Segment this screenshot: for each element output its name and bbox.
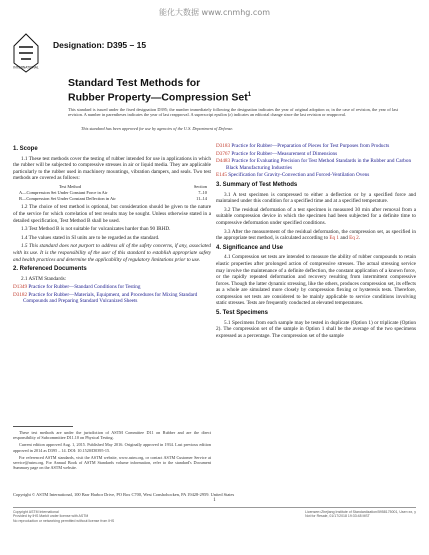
issued-note: This standard is issued under the fixed designation D395; the number immediately following the designation indicates the year of original adoption or, in the case of revision, the year of last revision. A number in parentheses indicates the year of last reapproval. A superscript epsilon (ε) indicates an editorial change since the last revision or reapproval. <box>68 107 398 118</box>
paragraph-3-1: 3.1 A test specimen is compressed to either a deflection or by a specified force and maintained under this condition for a specified time and at a specified temperature. <box>216 191 416 205</box>
paragraph-5-1: 5.1 Specimens from each sample may be tested in duplicate (Option 1) or triplicate (Option 2). The compression set of the sample in Option 1 shall be the average of the two specimens expressed as a percentage. The compression set of the sample <box>216 319 416 339</box>
footnote-1: These test methods are under the jurisdiction of ASTM Committee D11 on Rubber and are the direct responsibility of Subcommittee D11.10 on Physical Testing. <box>13 430 211 441</box>
reference-item[interactable]: D1349 Practice for Rubber—Standard Conditions for Testing <box>13 284 141 291</box>
reference-item[interactable]: E145 Specification for Gravity-Convection and Forced-Ventilation Ovens <box>216 172 370 179</box>
designation: Designation: D395 – 15 <box>53 40 147 50</box>
footnote-1b: Current edition approved Aug. 1, 2015. Published May 2016. Originally approved in 1934. Last previous edition approved in 2014 as D395 – 14. DOI: 10.1520/D0395-15. <box>13 442 211 453</box>
right-column <box>216 143 416 341</box>
title-line-1: Standard Test Methods for <box>68 77 201 89</box>
paragraph-2-1: 2.1 ASTM Standards: <box>21 275 67 282</box>
copyright-line: Copyright © ASTM International, 100 Barr Harbor Drive, PO Box C700, West Conshohocken, PA 19428-2959. United States <box>13 492 235 497</box>
eq-2-link[interactable]: Eq 2 <box>349 235 359 242</box>
paragraph-1-2: 1.2 The choice of test method is optional, but consideration should be given to the nature of the service for which correlation of test results may be sought. Unless otherwise stated in a detailed specification, Test Method B shall be used. <box>13 204 211 224</box>
reference-item[interactable]: D3183 Practice for Rubber—Preparation of Pieces for Test Purposes from Products <box>216 143 390 149</box>
footer-right: Licensee=Zhejiang Institute of Standardization/5958175001, User=xx, y Not for Resale, 01/17/2018 19:33:48 MST <box>305 510 416 519</box>
footnote-rule <box>13 426 73 427</box>
section-heading-scope: 1. Scope <box>13 146 38 152</box>
table-row: B—Compression Set Under Constant Deflection in Air 11–14 <box>19 195 207 201</box>
svg-text:INTERNATIONAL: INTERNATIONAL <box>13 65 39 70</box>
section-heading-specimens: 5. Test Specimens <box>216 310 268 317</box>
paragraph-3-2: 3.2 The residual deformation of a test specimen is measured 30 min after removal from a suitable compression device in which the specimen had been subjected for a definite time to compressive deformation under specified conditions. <box>216 206 416 226</box>
table-row: A—Compression Set Under Constant Force in Air 7–10 <box>19 189 207 195</box>
page-number: 1 <box>213 498 216 503</box>
title-line-2: Rubber Property—Compression Set$^1$ <box>68 91 252 104</box>
paragraph-1-1: 1.1 These test methods cover the testing of rubber intended for use in applications in which the rubber will be subjected to compressive stresses in air or liquid media. They are applicable particularly to the rubber used in machinery mountings, vibration dampers, and seals. Two test methods are covered as follows: <box>13 155 211 182</box>
reference-item[interactable]: D3182 Practice for Rubber—Materials, Equipment, and Procedures for Mixing Standard Compounds and Preparing Standard Vulcanized Sheets <box>13 291 198 305</box>
section-heading-summary: 3. Summary of Test Methods <box>216 181 298 188</box>
astm-logo-icon <box>13 33 39 73</box>
left-column <box>13 143 211 306</box>
license-footer <box>13 507 416 523</box>
table-header-row: Test Method Section <box>59 183 207 189</box>
test-method-table <box>19 184 207 201</box>
footnotes <box>13 426 211 472</box>
reference-item[interactable]: D4483 Practice for Evaluating Precision for Test Method Standards in the Rubber and Carbon Black Manufacturing Industries <box>216 158 412 171</box>
document-title <box>68 77 398 104</box>
reference-item[interactable]: D3767 Practice for Rubber—Measurement of Dimensions <box>216 150 338 157</box>
footnote-2: For referenced ASTM standards, visit the ASTM website, www.astm.org, or contact ASTM Customer Service at service@astm.org. For Annual Book of ASTM Standards volume information, refer to the standard's Document Summary page on the ASTM website. <box>13 454 211 471</box>
paragraph-3-3: 3.3 After the measurement of the residual deformation, the compression set, as specified in the appropriate test method, is calculated according to Eq 1 and Eq 2. <box>216 228 416 242</box>
paragraph-1-3: 1.3 Test Method B is not suitable for vulcanizates harder than 90 IRHD. <box>21 226 171 233</box>
paragraph-1-4: 1.4 The values stated in SI units are to be regarded as the standard. <box>21 234 160 241</box>
watermark-text: 能化大数据 www.cnmhg.com <box>158 8 271 17</box>
eq-1-link[interactable]: Eq 1 <box>329 235 340 242</box>
section-heading-significance: 4. Significance and Use <box>216 244 284 251</box>
paragraph-1-5: 1.5 This standard does not purport to address all of the safety concerns, if any, associated with its use. It is the responsibility of the user of this standard to establish appropriate safety and health practices and determine the applicability of regulatory limitations prior to use. <box>13 243 211 263</box>
paragraph-4-1: 4.1 Compression set tests are intended to measure the ability of rubber compounds to retain elastic properties after prolonged action of compressive stresses. The actual stressing service may involve the maintenance of a definite deflection, the constant application of a known force, or the rapidly repeated deformation and recovery resulting from intermittent compressive forces. Though the latter dynamic stressing, like the others, produces compression set, its effects as a whole are simulated more closely by compression flexing or hysteresis tests. Therefore, compression set tests are considered to be mainly applicable to service conditions involving static stresses. Tests are frequently conducted at elevated temperatures. <box>216 254 416 307</box>
footer-left: Copyright ASTM International Provided by IHS Markit under license with ASTM No reproduction or networking permitted without license from IHS <box>13 510 115 523</box>
section-heading-references: 2. Referenced Documents <box>13 266 87 273</box>
approved-note: This standard has been approved for use by agencies of the U.S. Department of Defense. <box>81 126 234 131</box>
